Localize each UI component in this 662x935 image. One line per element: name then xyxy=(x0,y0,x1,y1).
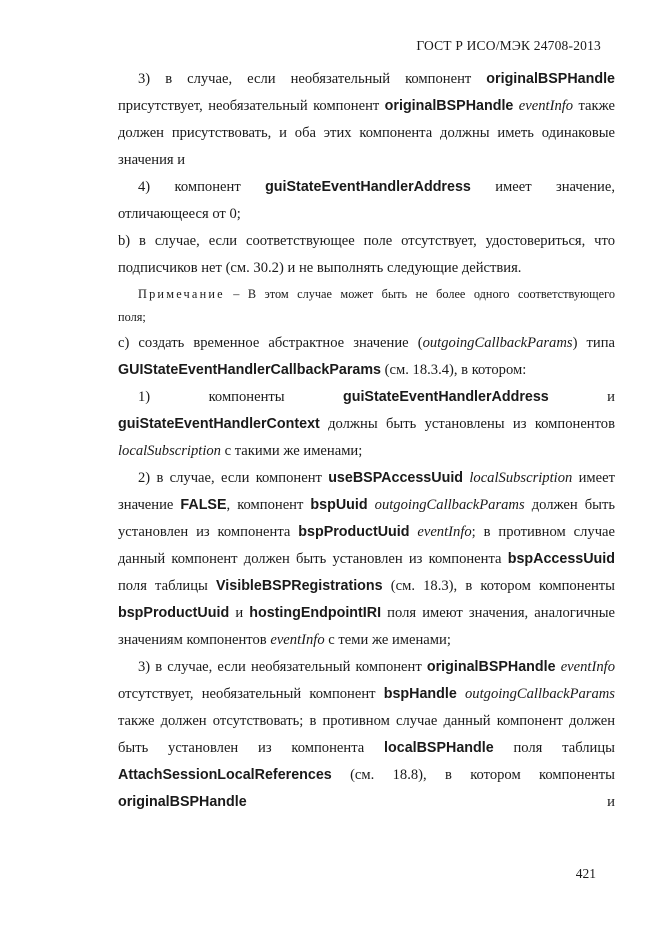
text-run: поля имеют значения, аналогичные значениям компонентов xyxy=(118,605,615,648)
text-run: должны быть установлены из компонентов xyxy=(319,416,615,432)
paragraph-item-3 xyxy=(118,66,615,174)
identifier: VisibleBSPRegistrations xyxy=(216,578,383,594)
text-run: ) типа xyxy=(572,335,616,351)
identifier: guiStateEventHandlerAddress xyxy=(342,389,549,405)
text-run: ; в противном случае данный компонент должен быть установлен из компонента xyxy=(118,524,615,567)
paragraph-item-4 xyxy=(118,174,615,228)
identifier: guiStateEventHandlerContext xyxy=(118,416,320,432)
text-run: поля таблицы xyxy=(493,740,615,756)
note xyxy=(118,282,615,306)
text-run: отсутствует, необязательный компонент xyxy=(118,686,384,702)
identifier: AttachSessionLocalReferences xyxy=(118,767,332,783)
text-run: также должен присутствовать, и оба этих компонента должны иметь одинаковые значения и xyxy=(118,98,615,168)
identifier: originalBSPHandle xyxy=(426,659,556,675)
identifier: hostingEndpointIRI xyxy=(249,605,382,621)
italic-term: outgoingCallbackParams xyxy=(465,686,615,702)
text-run: 2) в случае, если компонент xyxy=(138,470,329,486)
identifier: useBSPAccessUuid xyxy=(328,470,464,486)
text-run: и xyxy=(229,605,250,621)
text-run: имеет значение, отличающееся от 0; xyxy=(118,179,615,222)
text-run: (см. 18.3), в котором компоненты xyxy=(382,578,615,594)
identifier: bspProductUuid xyxy=(298,524,410,540)
text-run: 3) в случае, если необязательный компонент xyxy=(138,659,427,675)
text-run: (см. 18.8), в котором компоненты xyxy=(331,767,615,783)
text-run: – В этом случае может быть не более одного соответствующего xyxy=(224,287,615,301)
italic-term: eventInfo xyxy=(417,524,472,540)
identifier: originalBSPHandle xyxy=(384,98,514,114)
paragraph-item-3b xyxy=(118,654,615,816)
text-run: и xyxy=(548,389,615,405)
italic-term: eventInfo xyxy=(560,659,615,675)
italic-term: localSubscription xyxy=(118,443,221,459)
paragraph-b: b) в случае, если соответствующее поле отсутствует, удостовериться, что подписчиков нет (см. 30.2) и не выполнять следующие действия. xyxy=(118,233,615,276)
italic-term: eventInfo xyxy=(518,98,574,114)
text-run: 4) компонент xyxy=(138,179,266,195)
text-run: , компонент xyxy=(226,497,311,513)
identifier: GUIStateEventHandlerCallbackParams xyxy=(118,362,382,378)
italic-term: outgoingCallbackParams xyxy=(374,497,525,513)
italic-term: eventInfo xyxy=(270,632,325,648)
paragraph-c xyxy=(118,330,615,384)
page-number: 421 xyxy=(575,866,596,881)
italic-term: localSubscription xyxy=(469,470,573,486)
identifier: bspProductUuid xyxy=(118,605,230,621)
text-run: и xyxy=(246,794,615,810)
identifier: guiStateEventHandlerAddress xyxy=(265,179,471,195)
text-run: (см. 18.3.4), в котором: xyxy=(381,362,527,378)
text-run: 1) компоненты xyxy=(138,389,343,405)
italic-term: outgoingCallbackParams xyxy=(422,335,573,351)
paragraph-item-2 xyxy=(118,465,615,654)
identifier: bspUuid xyxy=(310,497,368,513)
text-run: с теми же именами; xyxy=(324,632,451,648)
identifier: bspAccessUuid xyxy=(507,551,615,567)
body-text xyxy=(118,66,615,816)
identifier: originalBSPHandle xyxy=(118,794,247,810)
text-run: c) создать временное абстрактное значение ( xyxy=(118,335,423,351)
identifier: FALSE xyxy=(180,497,227,513)
text-run: 3) в случае, если необязательный компонент xyxy=(138,71,487,87)
identifier: bspHandle xyxy=(383,686,457,702)
identifier: localBSPHandle xyxy=(384,740,494,756)
note-continuation: поля; xyxy=(118,310,146,324)
paragraph-item-1 xyxy=(118,384,615,465)
text-run: должен быть установлен из компонента xyxy=(118,497,615,540)
standard-header: ГОСТ Р ИСО/МЭК 24708-2013 xyxy=(416,38,601,53)
text-run: также должен отсутствовать; в противном случае данный компонент должен быть установлен из компонента xyxy=(118,713,615,756)
text-run: с такими же именами; xyxy=(220,443,363,459)
identifier: originalBSPHandle xyxy=(486,71,615,87)
text-run: имеет значение xyxy=(118,470,615,513)
note-label: Примечание xyxy=(138,287,225,301)
text-run: поля таблицы xyxy=(118,578,217,594)
text-run: присутствует, необязательный компонент xyxy=(118,98,385,114)
